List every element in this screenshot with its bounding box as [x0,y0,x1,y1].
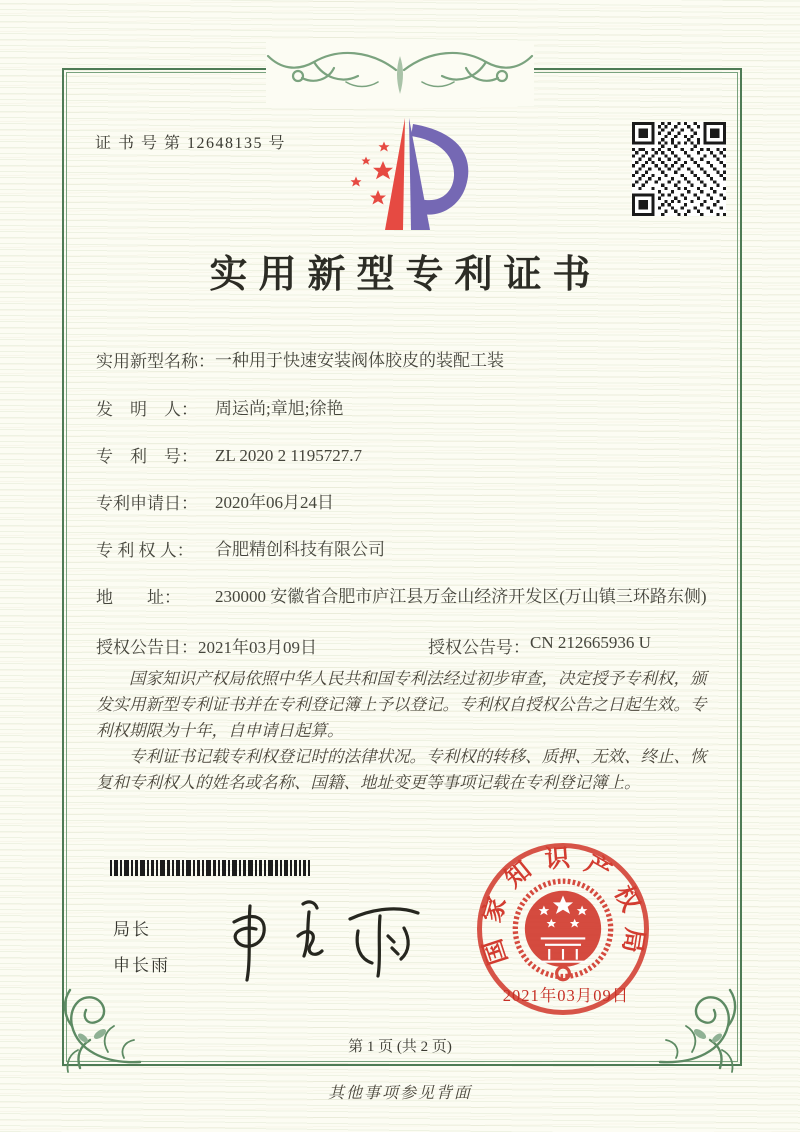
field-label: 实用新型名称： [96,352,215,371]
official-seal [477,843,649,1015]
barcode [110,860,310,876]
certificate-title: 实用新型专利证书 [209,254,602,296]
field-patentee [96,536,716,563]
field-value: 周运尚;章旭;徐艳 [215,399,344,418]
field-filing-date [96,489,716,516]
field-value: 2021年03月09日 [198,638,317,657]
seal-ring-text: 国家知识产权局 [478,844,648,968]
field-label: 地 址： [96,588,181,607]
field-label: 发 明 人： [96,400,198,419]
field-value: 合肥精创科技有限公司 [215,540,385,559]
field-grant-date [96,633,317,658]
field-patent-number [96,442,716,469]
field-label: 专利申请日： [96,494,198,513]
cnipa-logo-icon [333,108,483,242]
floral-ornament-bottom-left-icon [50,980,146,1076]
floral-ornament-top-icon [266,42,534,106]
field-label: 授权公告号： [428,638,530,657]
field-label: 专 利 号： [96,447,198,466]
field-value: ZL 2020 2 1195727.7 [215,446,363,465]
field-value: CN 212665936 U [530,633,651,652]
field-value: 一种用于快速安装阀体胶皮的装配工装 [215,351,504,370]
field-value: 2020年06月24日 [215,493,334,512]
field-utility-model-name [96,347,716,374]
field-grant-number [428,633,651,658]
certificate-number: 证 书 号 第 12648135 号 [95,135,287,152]
national-emblem-icon [510,875,616,987]
director-title: 局长 [113,920,151,939]
signature-handwriting-icon [212,886,444,992]
field-value: 230000 安徽省合肥市庐江县万金山经济开发区(万山镇三环路东侧) [215,587,707,606]
field-inventors [96,395,716,422]
field-address [96,583,716,610]
page-number: 第 1 页 (共 2 页) [348,1039,452,1055]
floral-ornament-bottom-right-icon [654,980,750,1076]
field-label: 专 利 权 人： [96,541,194,560]
director-name: 申长雨 [113,956,170,975]
field-label: 授权公告日： [96,638,198,657]
legal-statement [96,666,710,796]
qr-code [632,122,726,216]
legal-paragraph-1: 国家知识产权局依照中华人民共和国专利法经过初步审查，决定授予专利权，颁发实用新型专利证书并在专利登记簿上予以登记。专利权自授权公告之日起生效。专利权期限为十年，自申请日起算。 [96,669,707,740]
seal-date: 2021年03月09日 [502,986,630,1005]
legal-paragraph-2: 专利证书记载专利权登记时的法律状况。专利权的转移、质押、无效、终止、恢复和专利权人的姓名或名称、国籍、地址变更等事项记载在专利登记簿上。 [96,747,707,792]
back-side-note: 其他事项参见背面 [327,1085,472,1102]
